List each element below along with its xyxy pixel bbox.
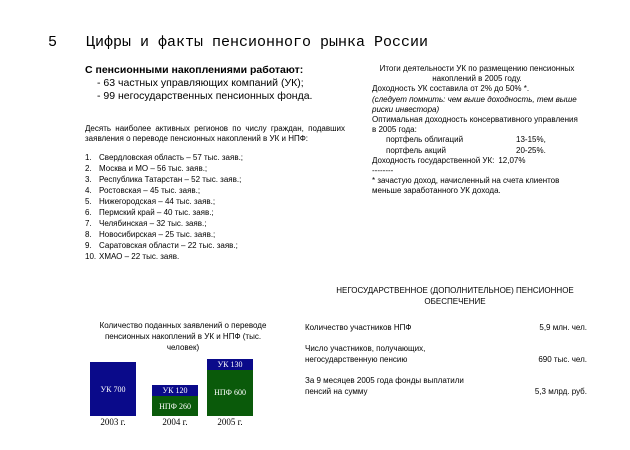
stat-row: [305, 343, 595, 365]
stat-label: За 9 месяцев 2005 года фонды выплатили пенсий на сумму: [305, 376, 464, 396]
stocks-value: 20-25%.: [516, 145, 546, 155]
stocks-row: [372, 146, 582, 156]
stat-row: [305, 322, 595, 333]
applications-chart: [90, 360, 270, 430]
bar-npf: НПФ 260: [152, 396, 198, 416]
stat-value: 5,9 млн. чел.: [539, 323, 587, 332]
state-yield-row: [372, 156, 582, 166]
list-item-number: 1.: [85, 153, 92, 162]
list-item-number: 10.: [85, 252, 97, 261]
bonds-value: 13-15%,: [516, 135, 546, 145]
uk-results-block: [372, 64, 582, 197]
list-item: [85, 163, 345, 174]
regions-list: [85, 152, 345, 262]
list-item: [85, 196, 345, 207]
list-item-text: Новосибирская – 25 тыс. заяв.;: [99, 230, 216, 239]
list-item-text: Саратовская области – 22 тыс. заяв.;: [99, 241, 238, 250]
uk-yield-range: Доходность УК составила от 2% до 50% *.: [372, 84, 530, 94]
slide-title: Цифры и факты пенсионного рынка России: [86, 34, 429, 51]
uk-count-line: - 63 частных управляющих компаний (УК);: [97, 77, 304, 89]
stocks-label: портфель акций: [386, 145, 447, 155]
list-item-text: Москва и МО – 56 тыс. заяв.;: [99, 164, 208, 173]
optimal-yield-label: Оптимальная доходность консервативного управления в 2005 года:: [372, 115, 578, 135]
regions-intro: Десять наиболее активных регионов по числу граждан, подавших заявления о переводе пенсионных накоплений в УК и НПФ:: [85, 124, 345, 143]
npo-title: НЕГОСУДАРСТВЕННОЕ (ДОПОЛНИТЕЛЬНОЕ) ПЕНСИОННОЕ ОБЕСПЕЧЕНИЕ: [336, 286, 574, 306]
list-item-text: Свердловская область – 57 тыс. заяв.;: [99, 153, 244, 162]
stat-value: 690 тыс. чел.: [538, 355, 587, 364]
list-item-text: Нижегородская – 44 тыс. заяв.;: [99, 197, 216, 206]
list-item-text: Пермский край – 40 тыс. заяв.;: [99, 208, 214, 217]
bar-uk: УК 700: [90, 362, 136, 416]
bar-uk: УК 120: [152, 385, 198, 396]
list-item-text: Челябинская – 32 тыс. заяв.;: [99, 219, 207, 228]
state-yield-value: 12,07%: [498, 155, 526, 165]
stat-row: [305, 375, 595, 397]
list-item-number: 4.: [85, 186, 92, 195]
list-item-text: Республика Татарстан – 52 тыс. заяв.;: [99, 175, 242, 184]
list-item-number: 2.: [85, 164, 92, 173]
list-item-number: 8.: [85, 230, 92, 239]
state-yield-label: Доходность государственной УК:: [372, 155, 495, 165]
footnote: * зачастую доход, начисленный на счета клиентов меньше заработанного УК дохода.: [372, 176, 560, 196]
list-item-text: ХМАО – 22 тыс. заяв.: [99, 252, 180, 261]
list-item: [85, 229, 345, 240]
npo-stats: [305, 322, 595, 407]
list-item: [85, 251, 345, 262]
stat-label: Количество участников НПФ: [305, 323, 412, 332]
x-tick-label: 2004 г.: [162, 417, 188, 427]
list-item-number: 3.: [85, 175, 92, 184]
chart-title: Количество поданных заявлений о переводе пенсионных накоплений в УК и НПФ (тыс. человек): [99, 321, 267, 352]
stat-label: Число участников, получающих, негосударственную пенсию: [305, 344, 426, 364]
pension-savings-heading: С пенсионными накоплениями работают:: [85, 64, 304, 76]
x-tick-label: 2005 г.: [217, 417, 243, 427]
list-item: [85, 185, 345, 196]
pension-savings-block: [85, 64, 345, 103]
stat-value: 5,3 млрд. руб.: [534, 387, 587, 396]
list-item: [85, 174, 345, 185]
bonds-label: портфель облигаций: [386, 135, 464, 145]
bonds-row: [372, 135, 582, 145]
x-tick-label: 2003 г.: [100, 417, 126, 427]
list-item: [85, 207, 345, 218]
list-item: [85, 240, 345, 251]
slide-number: 5: [48, 34, 58, 51]
list-item-number: 9.: [85, 241, 92, 250]
list-item: [85, 152, 345, 163]
risk-note: (следует помнить: чем выше доходность, тем выше риски инвестора): [372, 94, 577, 114]
list-item-number: 7.: [85, 219, 92, 228]
bar-npf: НПФ 600: [207, 370, 253, 416]
list-item-number: 5.: [85, 197, 92, 206]
separator: --------: [372, 166, 394, 176]
list-item-text: Ростовская – 45 тыс. заяв.;: [99, 186, 201, 195]
uk-results-title: Итоги деятельности УК по размещению пенсионных накоплений в 2005 году.: [379, 64, 575, 84]
list-item: [85, 218, 345, 229]
npf-count-line: - 99 негосударственных пенсионных фонда.: [97, 90, 313, 102]
bar-uk: УК 130: [207, 359, 253, 370]
list-item-number: 6.: [85, 208, 92, 217]
